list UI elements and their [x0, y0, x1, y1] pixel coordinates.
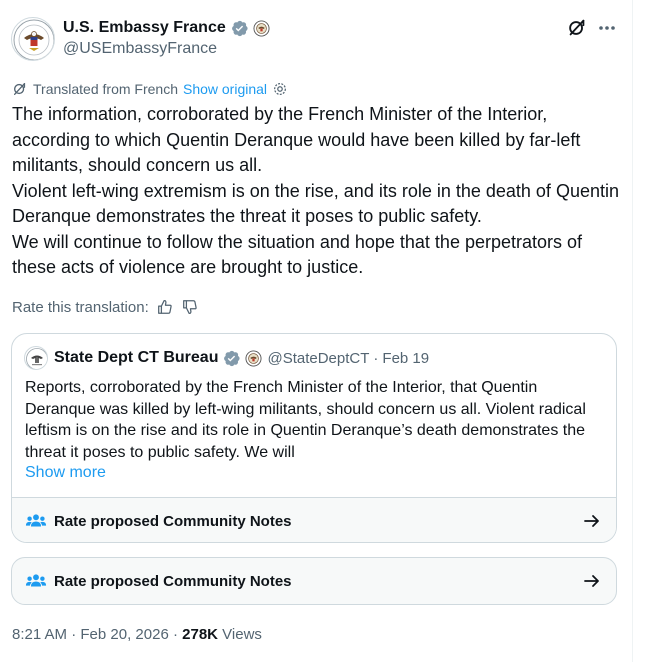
tweet-time[interactable]: 8:21 AM	[12, 626, 68, 643]
thumbs-down-icon[interactable]	[181, 298, 199, 316]
community-notes-label: Rate proposed Community Notes	[54, 572, 292, 590]
quoted-community-notes-button[interactable]	[12, 497, 616, 543]
state-dept-seal-avatar[interactable]	[24, 346, 48, 370]
show-original-link[interactable]: Show original	[182, 81, 268, 97]
author-handle[interactable]: @USEmbassyFrance	[63, 40, 218, 57]
tweet-text	[12, 102, 624, 281]
verified-badge-icon[interactable]	[230, 19, 249, 38]
quoted-tweet[interactable]	[11, 333, 617, 543]
rate-translation	[12, 297, 199, 317]
quoted-community-notes-label: Rate proposed Community Notes	[54, 512, 292, 530]
tweet-meta	[12, 625, 262, 645]
thumbs-up-icon[interactable]	[156, 298, 174, 316]
views-label: Views	[222, 626, 262, 643]
quoted-date[interactable]: Feb 19	[382, 349, 430, 367]
tweet-paragraph: Violent left-wing extremism is on the rise, and its role in the death of Quentin Deranque demonstrates the threat it poses to public safety.	[12, 180, 619, 226]
tweet-date[interactable]: Feb 20, 2026	[80, 626, 169, 643]
author-name-text[interactable]: U.S. Embassy France	[63, 19, 226, 36]
verified-badge-icon[interactable]	[222, 349, 241, 368]
author-name[interactable]	[63, 18, 270, 38]
more-options-icon[interactable]	[596, 17, 618, 39]
show-more-link[interactable]: Show more	[25, 464, 106, 481]
translation-label: Translated from French	[33, 81, 178, 97]
community-notes-button[interactable]	[11, 557, 617, 605]
government-seal-icon[interactable]	[245, 350, 262, 367]
gear-icon[interactable]	[272, 81, 288, 97]
meta-separator: ·	[172, 626, 178, 643]
quoted-author-name[interactable]: State Dept CT Bureau	[54, 349, 219, 366]
arrow-right-icon	[582, 511, 602, 531]
quoted-separator: ·	[373, 349, 379, 367]
views-count[interactable]: 278K	[182, 626, 218, 643]
government-seal-icon[interactable]	[253, 20, 270, 37]
rate-translation-label: Rate this translation:	[12, 298, 149, 316]
embassy-seal-avatar[interactable]	[11, 17, 55, 61]
tweet-paragraph: We will continue to follow the situation and hope that the perpetrators of these acts of violence are brought to justice.	[12, 231, 583, 277]
quoted-tweet-text: Reports, corroborated by the French Minister of the Interior, that Quentin Deranque was killed by left-wing militants, should concern us all. Violent radical leftism is on the rise and its role in Quentin Deranque’s death demonstrates the threat it poses to public safety. We will	[25, 379, 586, 461]
quoted-tweet-header	[24, 346, 429, 370]
arrow-right-icon	[582, 571, 602, 591]
grok-icon[interactable]	[566, 17, 588, 39]
tweet-paragraph: The information, corroborated by the French Minister of the Interior, according to which Quentin Deranque would have been killed by far-left militants, should concern us all.	[12, 104, 581, 175]
community-notes-icon	[25, 510, 47, 532]
quoted-author-handle[interactable]: @StateDeptCT	[267, 349, 370, 367]
translation-info	[12, 80, 288, 98]
translate-icon	[12, 81, 28, 97]
community-notes-icon	[25, 570, 47, 592]
meta-separator: ·	[71, 626, 77, 643]
